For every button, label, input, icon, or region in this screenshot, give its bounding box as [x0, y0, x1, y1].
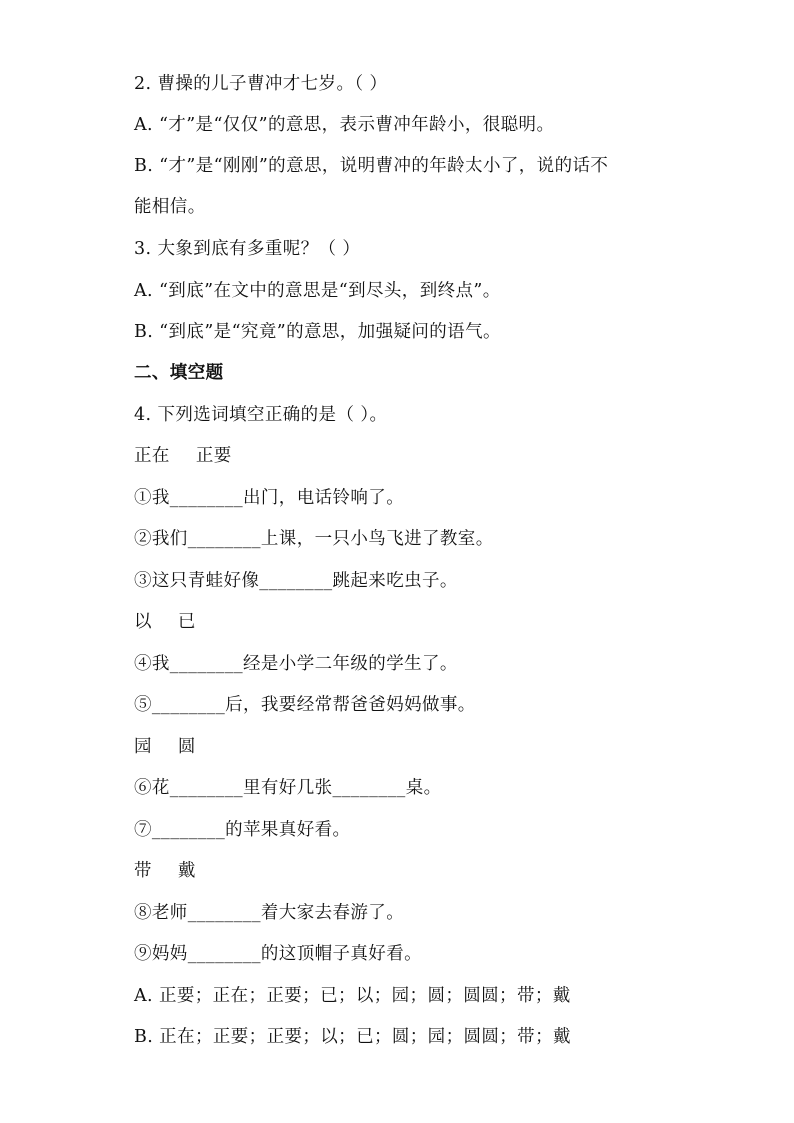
- word-choice: 圆: [177, 737, 196, 757]
- fill-sentence-8: ⑧老师________着大家去春游了。: [134, 903, 405, 923]
- word-choice: 已: [177, 612, 196, 632]
- word-choice: 戴: [177, 861, 196, 881]
- word-pair-2: [134, 610, 674, 634]
- fill-sentence-6: ⑥花________里有好几张________桌。: [134, 778, 442, 798]
- question-2-option-a: A. “才”是“仅仅”的意思，表示曹冲年龄小，很聪明。: [134, 115, 555, 135]
- word-choice: 以: [134, 612, 152, 632]
- question-4-stem: 4. 下列选词填空正确的是（ ）。: [134, 405, 388, 425]
- word-pair-4: [134, 859, 674, 883]
- fill-sentence-4: ④我________经是小学二年级的学生了。: [134, 654, 458, 674]
- question-3-stem: 3. 大象到底有多重呢？（ ）: [134, 239, 361, 259]
- fill-sentence-7: ⑦________的苹果真好看。: [134, 820, 351, 840]
- fill-sentence-9: ⑨妈妈________的这顶帽子真好看。: [134, 944, 422, 964]
- question-4-option-b: B. 正在；正要；正要；以；已；圆；园；圆圆；带；戴: [134, 1027, 571, 1047]
- fill-sentence-1: ①我________出门，电话铃响了。: [134, 488, 405, 508]
- fill-sentence-5: ⑤________后，我要经常帮爸爸妈妈做事。: [134, 695, 476, 715]
- question-2-option-b-line1: B. “才”是“刚刚”的意思，说明曹冲的年龄太小了，说的话不: [134, 156, 609, 176]
- question-2-stem: 2. 曹操的儿子曹冲才七岁。（ ）: [134, 74, 388, 94]
- word-choice: 带: [134, 861, 152, 881]
- word-choice: 正要: [195, 446, 232, 466]
- question-3-option-b: B. “到底”是“究竟”的意思，加强疑问的语气。: [134, 322, 501, 342]
- fill-sentence-3: ③这只青蛙好像________跳起来吃虫子。: [134, 571, 458, 591]
- question-3-option-a: A. “到底”在文中的意思是“到尽头，到终点”。: [134, 281, 501, 301]
- section-heading: 二、填空题: [134, 363, 224, 383]
- question-2-option-b-line2: 能相信。: [134, 197, 206, 217]
- fill-sentence-2: ②我们________上课，一只小鸟飞进了教室。: [134, 529, 494, 549]
- word-pair-3: [134, 735, 674, 759]
- question-4-option-a: A. 正要；正在；正要；已；以；园；圆；圆圆；带；戴: [134, 986, 571, 1006]
- word-choice: 正在: [134, 446, 170, 466]
- word-pair-1: [134, 444, 674, 468]
- word-choice: 园: [134, 737, 152, 757]
